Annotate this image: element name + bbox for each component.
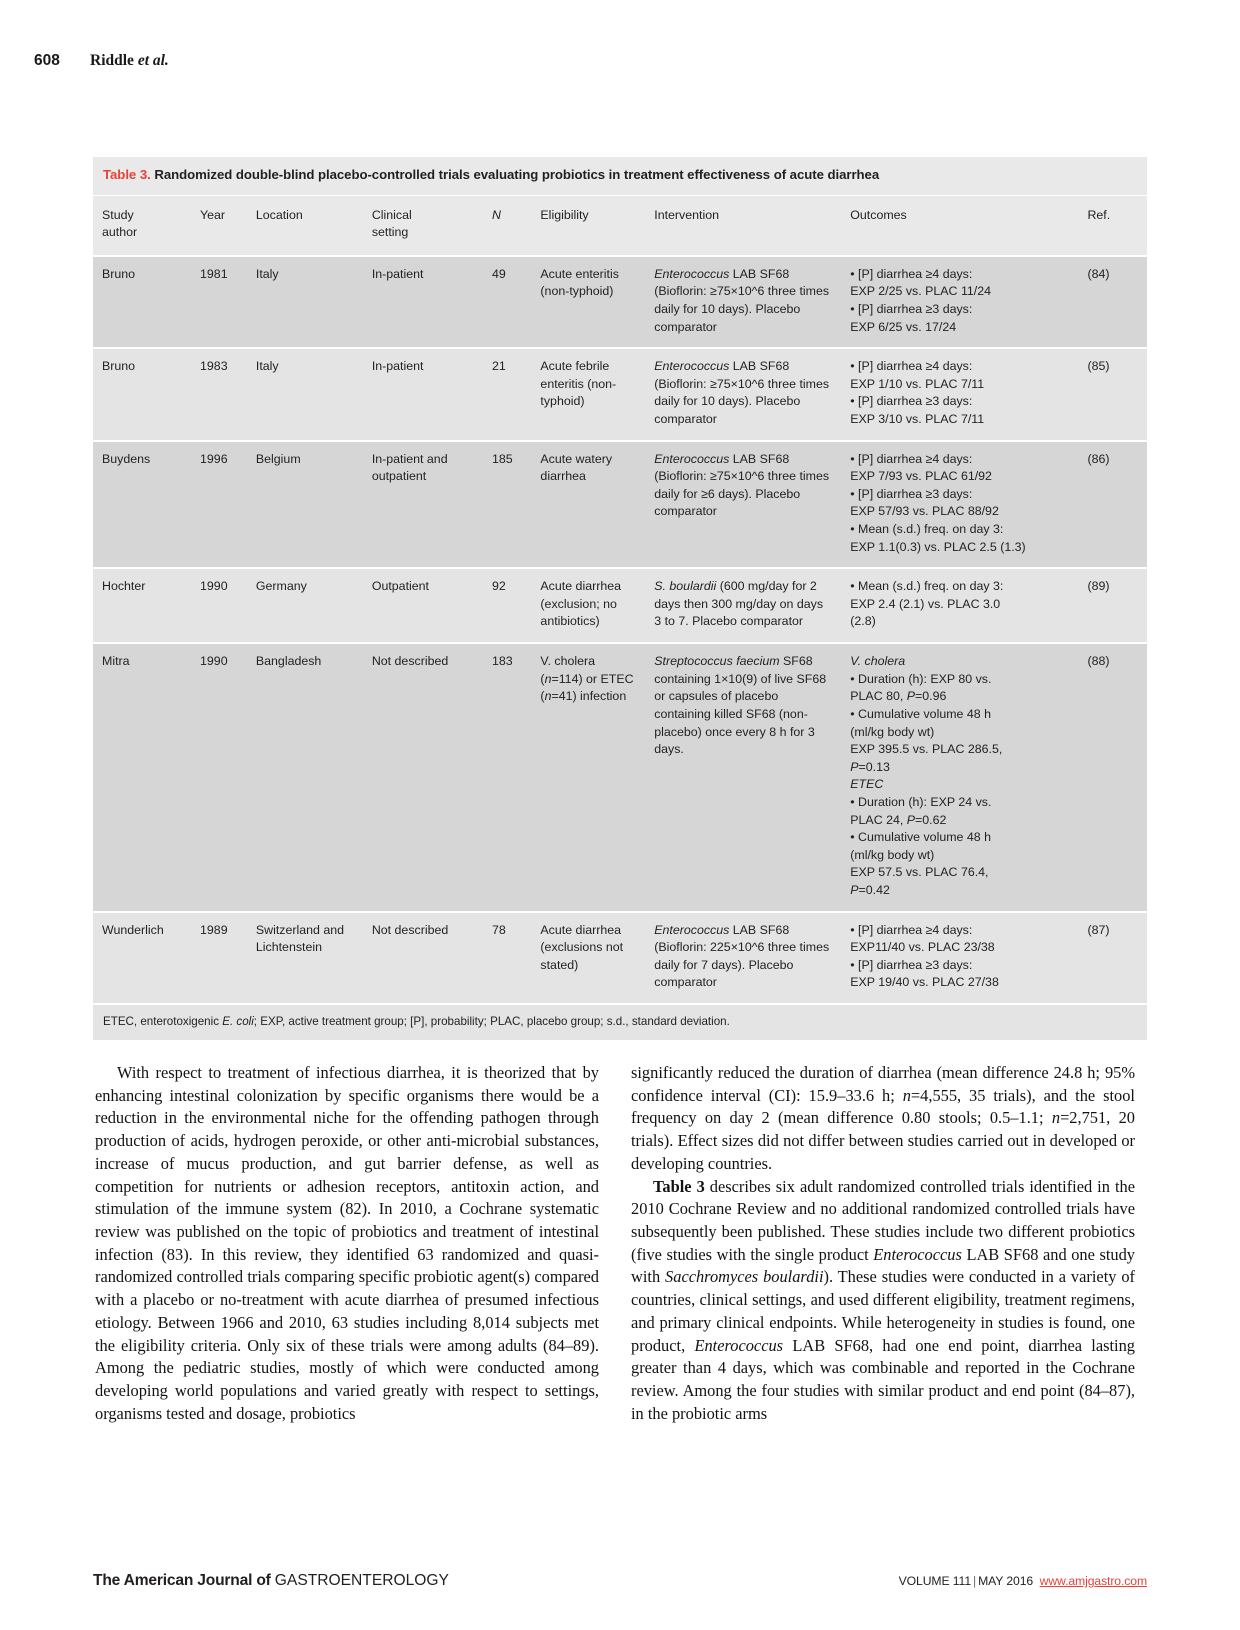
table-caption-label: Table 3. <box>103 167 151 182</box>
journal-title-name: GASTROENTEROLOGY <box>274 1572 449 1589</box>
outcome-line: EXP 19/40 vs. PLAC 27/38 <box>850 975 999 990</box>
table-row <box>93 912 1147 1003</box>
intervention-detail: LAB SF68 (Bioflorin: ≥75×10^6 three times daily for 10 days). Placebo comparator <box>654 266 830 334</box>
rp2-run-1: describes six adult randomized controlled trials identified in the 2010 Cochrane Review and no additional randomized controlled trials have subsequently been published. These studies include two different probiotics (five studies with the single product <box>631 1176 1135 1264</box>
outcome-text: PLAC 80, <box>850 689 907 704</box>
eligibility-run-4: n <box>544 689 552 704</box>
footnote-run-0: ETEC, enterotoxigenic <box>103 1015 223 1029</box>
cell-location: Germany <box>247 568 363 643</box>
cell-location: Belgium <box>247 441 363 569</box>
outcome-line: (2.8) <box>850 614 876 629</box>
intervention-agent: Enterococcus <box>654 451 730 466</box>
col-header-location: Location <box>247 195 363 256</box>
cell-eligibility: Acute febrile enteritis (non-typhoid) <box>531 348 645 440</box>
footer-issue-date: MAY 2016 <box>978 1574 1034 1588</box>
page-number: 608 <box>34 52 60 69</box>
table-caption <box>93 157 1147 195</box>
cell-intervention <box>645 441 841 569</box>
left-paragraph-1: With respect to treatment of infectious diarrhea, it is theorized that by enhancing intestinal colonization by specific organisms there would be a reduction in the environmental niche for the offending pathogen through production of acids, hydrogen peroxide, or other anti-microbial substances, increase of mucus production, and gut barrier defense, as well as competition for nutrients or adhesion receptors, antitoxin action, and stimulation of the immune system (82). In 2010, a Cochrane systematic review was published on the topic of probiotics and treatment of intestinal infection (83). In this review, they identified 63 randomized and quasi-randomized controlled trials comparing specific probiotic agent(s) compared with a placebo or no-treatment with acute diarrhea of presumed infectious etiology. Between 1966 and 2010, 63 studies including 8,014 subjects met the eligibility criteria. Only six of these trials were among adults (84–89). Among the pediatric studies, mostly of which were conducted among developing world populations and varied greatly with respect to settings, organisms tested and dosage, probiotics <box>95 1063 599 1423</box>
running-head <box>34 52 1206 70</box>
p-symbol: P <box>906 689 916 704</box>
cell-outcomes <box>841 441 1078 569</box>
cell-outcomes <box>841 643 1078 912</box>
intervention-agent: Enterococcus <box>654 266 730 281</box>
cell-n: 49 <box>483 256 531 348</box>
cell-outcomes <box>841 256 1078 348</box>
footnote-run-2: ; EXP, active treatment group; [P], probability; PLAC, placebo group; s.d., standard deviation. <box>253 1015 730 1029</box>
p-value: =0.42 <box>858 883 890 897</box>
table-caption-text: Randomized double-blind placebo-controlled trials evaluating probiotics in treatment effectiveness of acute diarrhea <box>150 167 880 182</box>
cell-year: 1983 <box>191 348 247 440</box>
eligibility-run-2: n <box>544 671 552 686</box>
intervention-agent: Streptococcus faecium <box>654 654 780 669</box>
outcome-line: • [P] diarrhea ≥4 days: <box>850 922 973 937</box>
cell-study-author: Bruno <box>93 348 191 440</box>
col-header-study-author <box>93 195 191 256</box>
cell-location: Italy <box>247 256 363 348</box>
cell-outcomes <box>841 348 1078 440</box>
cell-eligibility: Acute diarrhea (exclusions not stated) <box>531 912 645 1003</box>
p-symbol: P <box>850 883 859 897</box>
table-row <box>93 441 1147 569</box>
running-head-etal: et al. <box>137 52 169 69</box>
cell-location: Switzerland and Lichtenstein <box>247 912 363 1003</box>
outcome-line <box>850 882 1069 900</box>
right-paragraph-1 <box>631 1062 1135 1176</box>
intervention-agent: Enterococcus <box>654 359 730 374</box>
outcome-line: EXP 1/10 vs. PLAC 7/11 <box>850 376 985 391</box>
outcome-line: • Duration (h): EXP 24 vs. <box>850 794 992 809</box>
outcome-subhead: ETEC <box>850 777 884 792</box>
col-header-clinical-setting <box>363 195 483 256</box>
intervention-detail: LAB SF68 (Bioflorin: ≥75×10^6 three times daily for 10 days). Placebo comparator <box>654 359 830 426</box>
rp2-run-2: Enterococcus <box>873 1244 962 1264</box>
cell-intervention <box>645 568 841 643</box>
cell-n: 185 <box>483 441 531 569</box>
outcome-subhead: V. cholera <box>850 654 906 669</box>
page-footer <box>93 1572 1147 1590</box>
cell-clinical-setting: In-patient and outpatient <box>363 441 483 569</box>
cell-n: 78 <box>483 912 531 1003</box>
eligibility-run-0: V. cholera <box>540 654 596 669</box>
col-header-outcomes: Outcomes <box>841 195 1078 256</box>
col-header-setting-line1: Clinical <box>371 207 412 222</box>
intervention-agent: Enterococcus <box>654 922 730 937</box>
table-body <box>93 256 1147 1003</box>
outcome-line: EXP 57/93 vs. PLAC 88/92 <box>850 504 999 519</box>
cell-year: 1990 <box>191 643 247 912</box>
outcome-line: • [P] diarrhea ≥4 days: <box>850 266 973 281</box>
intervention-agent: S. boulardii <box>654 579 717 594</box>
outcome-line: EXP 6/25 vs. 17/24 <box>850 319 957 334</box>
table-row <box>93 256 1147 348</box>
outcome-line <box>850 759 1069 777</box>
p-value: =0.96 <box>915 689 947 704</box>
rp2-run-3: LAB SF68 and one study with <box>631 1244 1135 1287</box>
footer-volume-info <box>899 1574 1147 1588</box>
col-header-study-author-line1: Study <box>102 207 134 222</box>
cell-intervention <box>645 348 841 440</box>
outcome-line: • Cumulative volume 48 h <box>850 830 991 845</box>
rp2-run-4: Sacchromyces boulardii <box>665 1267 824 1287</box>
cell-intervention <box>645 256 841 348</box>
intervention-detail: SF68 containing 1×10(9) of live SF68 or capsules of placebo containing killed SF68 (non-placebo) once every 8 h for 3 days. <box>654 654 827 757</box>
p-value: =0.62 <box>915 812 947 827</box>
table-header-row <box>93 195 1147 256</box>
cell-clinical-setting: In-patient <box>363 348 483 440</box>
journal-url-link[interactable]: www.amjgastro.com <box>1039 1574 1147 1588</box>
cell-year: 1990 <box>191 568 247 643</box>
article-body <box>95 1062 1135 1426</box>
cell-ref: (87) <box>1078 912 1147 1003</box>
outcome-line: (ml/kg body wt) <box>850 847 935 862</box>
cell-intervention <box>645 912 841 1003</box>
intervention-detail: LAB SF68 (Bioflorin: 225×10^6 three times daily for 7 days). Placebo comparator <box>654 922 830 990</box>
outcome-line: EXP 57.5 vs. PLAC 76.4, <box>850 865 989 880</box>
cell-study-author: Wunderlich <box>93 912 191 1003</box>
outcome-line: EXP 2/25 vs. PLAC 11/24 <box>850 284 992 299</box>
footnote-run-1: E. coli <box>222 1015 254 1029</box>
cell-year: 1989 <box>191 912 247 1003</box>
rp1-run-1: n <box>902 1085 911 1105</box>
outcome-line <box>850 776 1069 794</box>
p-value: =0.13 <box>858 759 890 774</box>
rp1-run-4: =2,751, 20 trials). Effect sizes did not differ between studies carried out in developed or developing countries. <box>631 1108 1135 1173</box>
col-header-year: Year <box>191 195 247 256</box>
cell-clinical-setting: Not described <box>363 912 483 1003</box>
cell-location: Italy <box>247 348 363 440</box>
rp1-run-2: =4,555, 35 trials), and the stool frequency on day 2 (mean difference 0.80 stools; 0.5–1.1; <box>631 1085 1135 1128</box>
col-header-setting-line2: setting <box>371 225 409 240</box>
cell-n: 21 <box>483 348 531 440</box>
body-column-right <box>631 1062 1135 1426</box>
cell-eligibility: Acute enteritis (non-typhoid) <box>531 256 645 348</box>
cell-study-author: Mitra <box>93 643 191 912</box>
rp1-run-3: n <box>1051 1108 1061 1128</box>
cell-outcomes <box>841 912 1078 1003</box>
table-row <box>93 643 1147 912</box>
outcome-line: (ml/kg body wt) <box>850 724 935 739</box>
cell-outcomes <box>841 568 1078 643</box>
cell-eligibility: Acute watery diarrhea <box>531 441 645 569</box>
journal-title <box>93 1572 449 1590</box>
eligibility-run-1: ( <box>540 671 545 686</box>
running-head-author-name: Riddle <box>90 52 138 69</box>
cell-intervention <box>645 643 841 912</box>
outcome-line: • [P] diarrhea ≥3 days: <box>850 486 973 501</box>
journal-title-of: of <box>256 1572 275 1589</box>
body-column-left <box>95 1062 599 1426</box>
outcome-line: • [P] diarrhea ≥4 days: <box>850 451 973 466</box>
col-header-eligibility: Eligibility <box>531 195 645 256</box>
cell-eligibility: Acute diarrhea (exclusion; no antibiotics) <box>531 568 645 643</box>
cell-year: 1996 <box>191 441 247 569</box>
cell-clinical-setting: Outpatient <box>363 568 483 643</box>
cell-study-author: Bruno <box>93 256 191 348</box>
col-header-n: N <box>483 195 531 256</box>
outcome-line <box>850 653 1069 671</box>
table-row <box>93 568 1147 643</box>
table-3 <box>93 157 1147 1040</box>
outcome-line <box>850 688 1069 706</box>
outcome-line: • Mean (s.d.) freq. on day 3: <box>850 522 1004 537</box>
running-head-authors <box>90 52 169 70</box>
outcome-line: EXP 395.5 vs. PLAC 286.5, <box>850 742 1003 757</box>
outcome-line: EXP 7/93 vs. PLAC 61/92 <box>850 469 992 484</box>
table-row <box>93 348 1147 440</box>
col-header-study-author-line2: author <box>102 225 138 240</box>
outcome-line: • Cumulative volume 48 h <box>850 706 991 721</box>
outcome-line <box>850 812 1069 830</box>
cell-study-author: Buydens <box>93 441 191 569</box>
cell-location: Bangladesh <box>247 643 363 912</box>
intervention-detail: (600 mg/day for 2 days then 300 mg/day on days 3 to 7. Placebo comparator <box>654 579 824 629</box>
col-header-ref: Ref. <box>1078 195 1147 256</box>
trials-table <box>93 195 1147 1004</box>
cell-ref: (89) <box>1078 568 1147 643</box>
col-header-intervention: Intervention <box>645 195 841 256</box>
footer-separator: | <box>973 1574 977 1588</box>
outcome-line: • Duration (h): EXP 80 vs. <box>850 671 992 686</box>
journal-title-the: The American Journal <box>93 1572 257 1589</box>
eligibility-run-3: =114) or ETEC ( <box>540 671 634 704</box>
outcome-line: EXP 2.4 (2.1) vs. PLAC 3.0 <box>850 596 1001 611</box>
cell-study-author: Hochter <box>93 568 191 643</box>
eligibility-run-5: =41) infection <box>551 689 627 704</box>
outcome-line: EXP 1.1(0.3) vs. PLAC 2.5 (1.3) <box>850 539 1026 554</box>
p-symbol: P <box>850 759 859 774</box>
cell-ref: (85) <box>1078 348 1147 440</box>
rp2-run-0: Table 3 <box>653 1176 705 1196</box>
rp2-run-7: LAB SF68, had one end point, diarrhea lasting greater than 4 days, which was combinable and reported in the Cochrane review. Among the four studies with similar product and end point (84–87), in the probiotic arms <box>631 1335 1135 1423</box>
cell-clinical-setting: In-patient <box>363 256 483 348</box>
intervention-detail: LAB SF68 (Bioflorin: ≥75×10^6 three times daily for ≥6 days). Placebo comparator <box>654 451 830 519</box>
outcome-line: • Mean (s.d.) freq. on day 3: <box>850 579 1004 594</box>
p-symbol: P <box>906 812 916 827</box>
cell-n: 92 <box>483 568 531 643</box>
footer-volume: VOLUME 111 <box>898 1574 972 1588</box>
cell-clinical-setting: Not described <box>363 643 483 912</box>
cell-eligibility <box>531 643 645 912</box>
outcome-line: • [P] diarrhea ≥3 days: <box>850 301 973 316</box>
rp2-run-6: Enterococcus <box>694 1335 784 1355</box>
rp1-run-0: significantly reduced the duration of diarrhea (mean difference 24.8 h; 95% confidence interval (CI): 15.9–33.6 h; <box>631 1063 1135 1105</box>
outcome-line: EXP 3/10 vs. PLAC 7/11 <box>850 411 985 426</box>
outcome-line: EXP11/40 vs. PLAC 23/38 <box>850 940 995 955</box>
cell-ref: (86) <box>1078 441 1147 569</box>
outcome-text: PLAC 24, <box>850 812 907 827</box>
outcome-line: • [P] diarrhea ≥3 days: <box>850 394 973 409</box>
cell-ref: (88) <box>1078 643 1147 912</box>
table-footnote <box>93 1003 1147 1040</box>
rp2-run-5: ). These studies were conducted in a variety of countries, clinical settings, and used different eligibility, treatment regimens, and primary clinical endpoints. While heterogeneity in studies is found, one product, <box>631 1267 1135 1355</box>
cell-year: 1981 <box>191 256 247 348</box>
right-paragraph-2 <box>631 1176 1135 1426</box>
cell-ref: (84) <box>1078 256 1147 348</box>
outcome-line: • [P] diarrhea ≥3 days: <box>850 957 973 972</box>
outcome-line: • [P] diarrhea ≥4 days: <box>850 359 973 374</box>
cell-n: 183 <box>483 643 531 912</box>
